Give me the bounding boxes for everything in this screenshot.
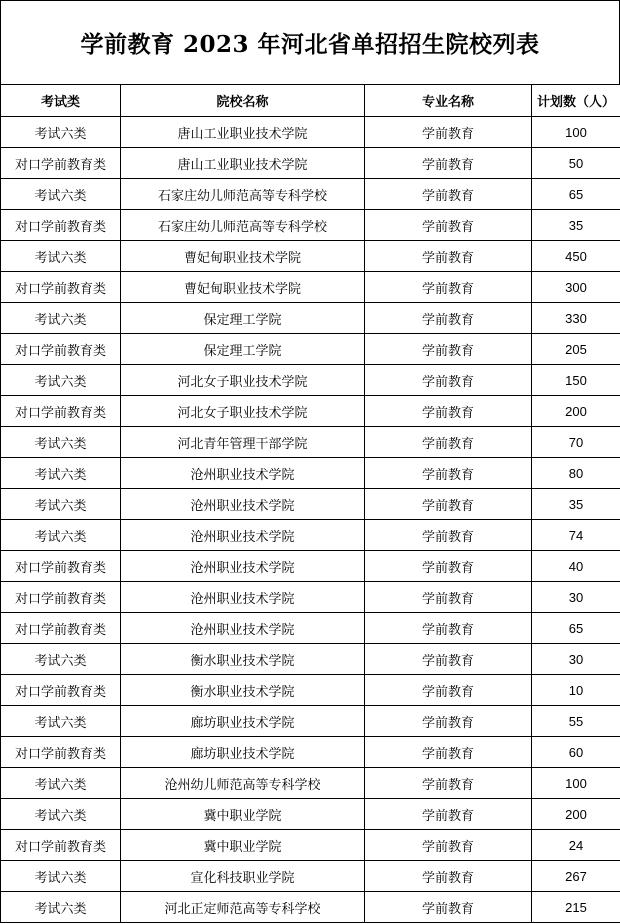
table-row: [1, 117, 620, 148]
cell-school-name: 保定理工学院: [121, 303, 365, 334]
cell-school-name: 沧州职业技术学院: [121, 489, 365, 520]
cell-exam-category: 考试六类: [1, 861, 121, 892]
header-row: [1, 85, 620, 117]
cell-exam-category: 考试六类: [1, 489, 121, 520]
cell-major-name: 学前教育: [365, 148, 532, 179]
table-row: [1, 675, 620, 706]
cell-exam-category: 对口学前教育类: [1, 613, 121, 644]
cell-school-name: 廊坊职业技术学院: [121, 706, 365, 737]
cell-major-name: 学前教育: [365, 551, 532, 582]
cell-major-name: 学前教育: [365, 272, 532, 303]
table-row: [1, 303, 620, 334]
cell-school-name: 河北女子职业技术学院: [121, 365, 365, 396]
cell-major-name: 学前教育: [365, 613, 532, 644]
cell-major-name: 学前教育: [365, 768, 532, 799]
cell-plan-count: 215: [532, 892, 620, 923]
cell-plan-count: 30: [532, 644, 620, 675]
table-row: [1, 613, 620, 644]
cell-major-name: 学前教育: [365, 675, 532, 706]
cell-plan-count: 65: [532, 613, 620, 644]
cell-major-name: 学前教育: [365, 458, 532, 489]
cell-major-name: 学前教育: [365, 892, 532, 923]
table-row: [1, 210, 620, 241]
cell-school-name: 衡水职业技术学院: [121, 675, 365, 706]
cell-exam-category: 对口学前教育类: [1, 272, 121, 303]
cell-exam-category: 对口学前教育类: [1, 210, 121, 241]
table-row: [1, 396, 620, 427]
cell-major-name: 学前教育: [365, 303, 532, 334]
cell-school-name: 石家庄幼儿师范高等专科学校: [121, 179, 365, 210]
cell-plan-count: 267: [532, 861, 620, 892]
cell-exam-category: 对口学前教育类: [1, 551, 121, 582]
cell-school-name: 河北青年管理干部学院: [121, 427, 365, 458]
cell-plan-count: 30: [532, 582, 620, 613]
cell-exam-category: 对口学前教育类: [1, 830, 121, 861]
cell-major-name: 学前教育: [365, 365, 532, 396]
cell-plan-count: 10: [532, 675, 620, 706]
cell-exam-category: 考试六类: [1, 458, 121, 489]
cell-exam-category: 考试六类: [1, 241, 121, 272]
cell-major-name: 学前教育: [365, 427, 532, 458]
cell-exam-category: 对口学前教育类: [1, 148, 121, 179]
cell-major-name: 学前教育: [365, 396, 532, 427]
cell-major-name: 学前教育: [365, 737, 532, 768]
table-body: [1, 117, 620, 923]
cell-school-name: 沧州职业技术学院: [121, 551, 365, 582]
cell-plan-count: 55: [532, 706, 620, 737]
cell-school-name: 沧州职业技术学院: [121, 582, 365, 613]
cell-plan-count: 65: [532, 179, 620, 210]
cell-plan-count: 330: [532, 303, 620, 334]
cell-school-name: 冀中职业学院: [121, 830, 365, 861]
cell-plan-count: 40: [532, 551, 620, 582]
cell-school-name: 曹妃甸职业技术学院: [121, 272, 365, 303]
table-row: [1, 179, 620, 210]
cell-plan-count: 50: [532, 148, 620, 179]
table-row: [1, 334, 620, 365]
table-row: [1, 861, 620, 892]
table-row: [1, 551, 620, 582]
cell-plan-count: 200: [532, 396, 620, 427]
table-row: [1, 489, 620, 520]
cell-major-name: 学前教育: [365, 830, 532, 861]
cell-school-name: 保定理工学院: [121, 334, 365, 365]
cell-exam-category: 考试六类: [1, 706, 121, 737]
cell-major-name: 学前教育: [365, 799, 532, 830]
table-row: [1, 892, 620, 923]
cell-school-name: 河北女子职业技术学院: [121, 396, 365, 427]
cell-exam-category: 考试六类: [1, 303, 121, 334]
table-row: [1, 768, 620, 799]
cell-exam-category: 考试六类: [1, 365, 121, 396]
table-row: [1, 644, 620, 675]
cell-major-name: 学前教育: [365, 241, 532, 272]
cell-school-name: 石家庄幼儿师范高等专科学校: [121, 210, 365, 241]
cell-exam-category: 考试六类: [1, 768, 121, 799]
cell-exam-category: 对口学前教育类: [1, 396, 121, 427]
cell-major-name: 学前教育: [365, 644, 532, 675]
cell-plan-count: 35: [532, 210, 620, 241]
cell-exam-category: 考试六类: [1, 179, 121, 210]
cell-school-name: 沧州职业技术学院: [121, 458, 365, 489]
cell-major-name: 学前教育: [365, 489, 532, 520]
table-row: [1, 520, 620, 551]
cell-plan-count: 70: [532, 427, 620, 458]
cell-major-name: 学前教育: [365, 210, 532, 241]
cell-exam-category: 考试六类: [1, 117, 121, 148]
cell-exam-category: 对口学前教育类: [1, 334, 121, 365]
cell-school-name: 河北正定师范高等专科学校: [121, 892, 365, 923]
cell-plan-count: 80: [532, 458, 620, 489]
cell-school-name: 沧州职业技术学院: [121, 520, 365, 551]
cell-plan-count: 150: [532, 365, 620, 396]
cell-school-name: 沧州职业技术学院: [121, 613, 365, 644]
cell-school-name: 曹妃甸职业技术学院: [121, 241, 365, 272]
cell-plan-count: 200: [532, 799, 620, 830]
cell-plan-count: 205: [532, 334, 620, 365]
cell-plan-count: 300: [532, 272, 620, 303]
cell-school-name: 沧州幼儿师范高等专科学校: [121, 768, 365, 799]
cell-major-name: 学前教育: [365, 706, 532, 737]
table-row: [1, 799, 620, 830]
table-row: [1, 148, 620, 179]
cell-major-name: 学前教育: [365, 520, 532, 551]
cell-school-name: 廊坊职业技术学院: [121, 737, 365, 768]
header-major-name: 专业名称: [365, 85, 532, 117]
cell-school-name: 衡水职业技术学院: [121, 644, 365, 675]
cell-major-name: 学前教育: [365, 179, 532, 210]
cell-exam-category: 考试六类: [1, 892, 121, 923]
cell-school-name: 唐山工业职业技术学院: [121, 148, 365, 179]
cell-plan-count: 60: [532, 737, 620, 768]
table-row: [1, 427, 620, 458]
table-row: [1, 830, 620, 861]
table-row: [1, 706, 620, 737]
cell-major-name: 学前教育: [365, 861, 532, 892]
table-row: [1, 272, 620, 303]
cell-exam-category: 考试六类: [1, 427, 121, 458]
schools-table: [0, 84, 620, 923]
table-row: [1, 241, 620, 272]
cell-exam-category: 考试六类: [1, 799, 121, 830]
cell-major-name: 学前教育: [365, 582, 532, 613]
cell-plan-count: 450: [532, 241, 620, 272]
cell-school-name: 冀中职业学院: [121, 799, 365, 830]
cell-plan-count: 74: [532, 520, 620, 551]
table-row: [1, 582, 620, 613]
cell-plan-count: 100: [532, 768, 620, 799]
header-plan-count: 计划数（人）: [532, 85, 620, 117]
page-title: 学前教育 2023 年河北省单招招生院校列表: [80, 31, 540, 58]
cell-school-name: 宣化科技职业学院: [121, 861, 365, 892]
table-row: [1, 737, 620, 768]
cell-exam-category: 对口学前教育类: [1, 582, 121, 613]
cell-exam-category: 考试六类: [1, 520, 121, 551]
cell-major-name: 学前教育: [365, 334, 532, 365]
cell-exam-category: 考试六类: [1, 644, 121, 675]
cell-plan-count: 24: [532, 830, 620, 861]
cell-school-name: 唐山工业职业技术学院: [121, 117, 365, 148]
table-row: [1, 458, 620, 489]
table-row: [1, 365, 620, 396]
cell-exam-category: 对口学前教育类: [1, 675, 121, 706]
cell-major-name: 学前教育: [365, 117, 532, 148]
cell-plan-count: 100: [532, 117, 620, 148]
cell-plan-count: 35: [532, 489, 620, 520]
cell-exam-category: 对口学前教育类: [1, 737, 121, 768]
header-exam-category: 考试类: [1, 85, 121, 117]
header-school-name: 院校名称: [121, 85, 365, 117]
title-cell: [0, 0, 620, 84]
